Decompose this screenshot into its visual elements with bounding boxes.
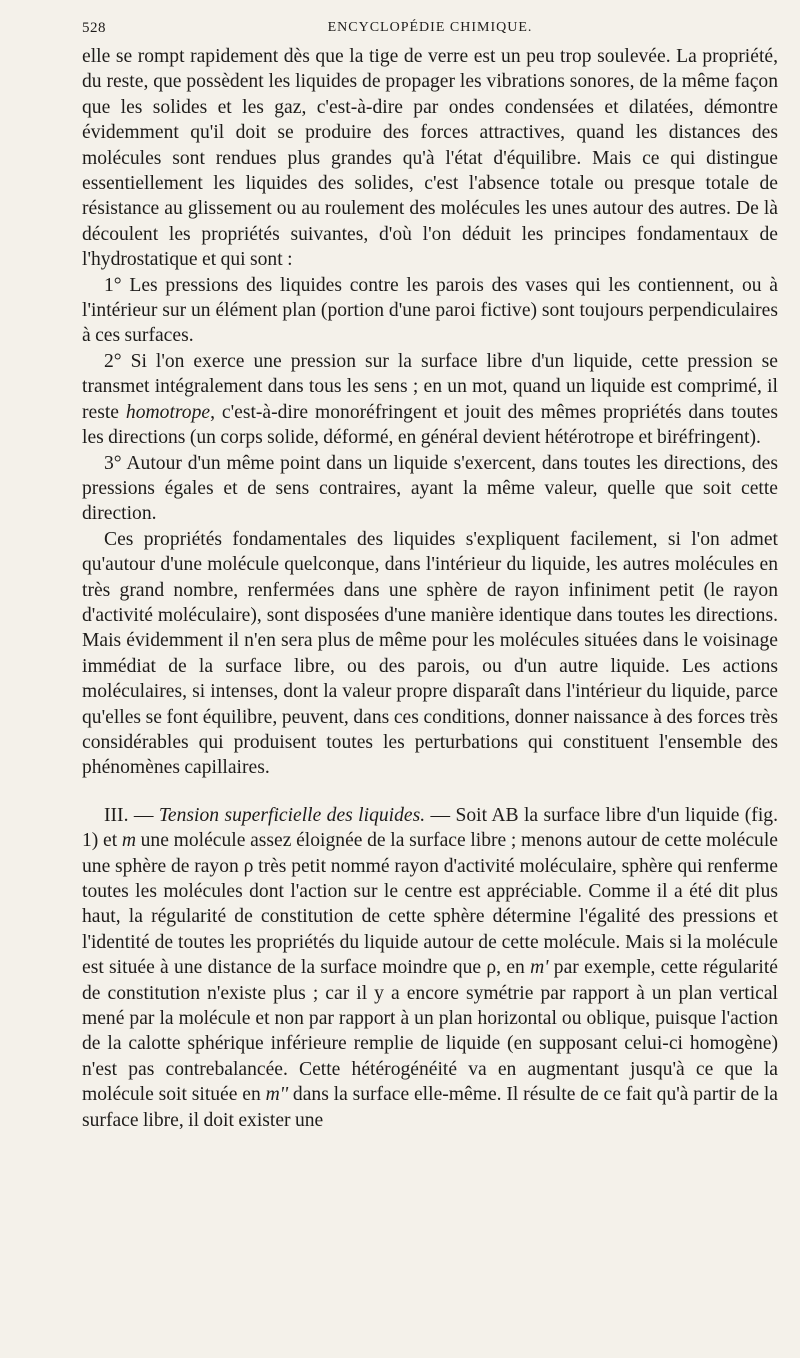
principle-2-text-b: , c'est-à-dire monoréfringent et jouit des mêmes propriétés dans toutes les directions (un corps solide, déformé, en général devient hétérotrope et biréfringent).	[82, 401, 779, 449]
running-head: ENCYCLOPÉDIE CHIMIQUE.	[327, 20, 533, 35]
paragraph-principle-3: 3° Autour d'un même point dans un liquide s'exercent, dans toutes les directions, des pressions égales et de sens contraires, ayant la même valeur, quelle que soit cette direction.	[82, 452, 778, 525]
page-number: 528	[82, 20, 106, 36]
molecule-m: m	[121, 830, 136, 852]
molecule-m-prime: m'	[530, 957, 549, 979]
section-3-text-a: — Soit AB la surface libre d'un liquide (fig. 1) et	[82, 804, 778, 852]
paragraph-principle-2	[82, 349, 778, 451]
section-3-text-b: une molécule assez éloignée de la surface libre ; menons autour de cette molécule une sphère de rayon ρ très petit nommé rayon d'activité moléculaire, sphère qui renferme toutes les molécules dont l'action sur le centre est appréciable. Comme il a été dit plus haut, la régularité de constitution de cette sphère détermine l'égalité des pressions et l'identité de toutes les propriétés du liquide autour de cette molécule. Mais si la molécule est située à une distance de la surface moindre que ρ, en	[82, 830, 778, 979]
section-3-text-d: dans la surface elle-même. Il résulte de ce fait qu'à partir de la surface libre, il doit exister une	[82, 1084, 778, 1131]
section-3-paragraph	[82, 803, 778, 1133]
section-gap	[82, 781, 778, 803]
principle-2-text-a: 2° Si l'on exerce une pression sur la surface libre d'un liquide, cette pression se transmet intégralement dans tous les sens ; en un mot, quand un liquide est comprimé, il reste	[82, 350, 778, 423]
paragraph-explanation: Ces propriétés fondamentales des liquides s'expliquent facilement, si l'on admet qu'autour d'une molécule quelconque, dans l'intérieur du liquide, les autres molécules en très grand nombre, renfermées dans une sphère de rayon infiniment petit (le rayon d'activité moléculaire), sont disposées d'une manière identique dans toutes les directions. Mais évidemment il n'en sera plus de même pour les molécules situées dans le voisinage immédiat de la surface libre, ou des parois, ou d'un autre liquide. Les actions moléculaires, si intenses, dont la valeur propre disparaît dans l'intérieur du liquide, parce qu'elles se font équilibre, peuvent, dans ces conditions, donner naissance à des forces très considérables qui produisent toutes les perturbations qui constituent l'ensemble des phénomènes capillaires.	[82, 528, 778, 779]
molecule-m-second: m''	[265, 1084, 289, 1106]
homotrope-term: homotrope	[125, 401, 211, 423]
paragraph-principle-1: 1° Les pressions des liquides contre les parois des vases qui les contiennent, ou à l'intérieur sur un élément plan (portion d'une paroi fictive) sont toujours perpendiculaires à ces surfaces.	[82, 274, 778, 347]
section-3-number: III. —	[104, 804, 159, 826]
body-text	[82, 44, 778, 1133]
paragraph-continuation: elle se rompt rapidement dès que la tige de verre est un peu trop soulevée. La propriété, du reste, que possèdent les liquides de propager les vibrations sonores, de la même façon que les solides et les gaz, c'est-à-dire par ondes condensées et dilatées, démontre évidemment qu'il doit se produire des forces attractives, quand les distances des molécules sont rendues plus grandes qu'à l'état d'équilibre. Mais ce qui distingue essentiellement les liquides des solides, c'est l'absence totale ou presque totale de résistance au glissement ou au roulement des molécules les unes autour des autres. De là découlent les propriétés suivantes, d'où l'on déduit les principes fondamentaux de l'hydrostatique et qui sont :	[82, 46, 778, 271]
page-header	[82, 14, 778, 44]
section-3-text-c: par exemple, cette régularité de constitution n'existe plus ; car il y a encore symétrie par rapport à un plan vertical mené par la molécule et non par rapport à un plan horizontal ou oblique, puisque l'action de la calotte sphérique inférieure remplie de liquide (en supposant celui-ci homogène) n'est pas contrebalancée. Cette hétérogénéité va en augmentant jusqu'à ce que la molécule soit située en	[82, 957, 779, 1106]
section-3-title: Tension superficielle des liquides.	[158, 804, 426, 826]
